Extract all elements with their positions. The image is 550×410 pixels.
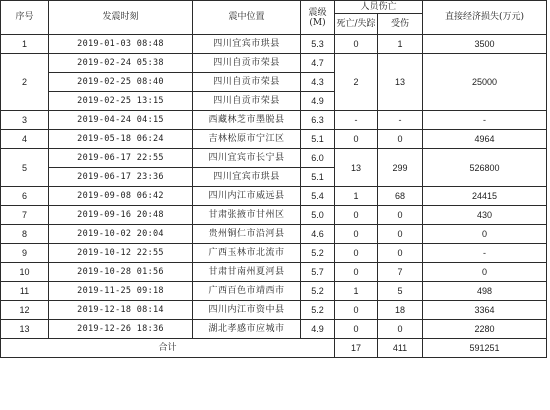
injured-cell: 0 [378, 320, 423, 339]
time-cell: 2019-06-17 22:55 [49, 149, 193, 168]
injured-cell: 0 [378, 206, 423, 225]
magnitude-cell: 5.3 [301, 35, 335, 54]
seq-cell: 7 [1, 206, 49, 225]
magnitude-cell: 5.1 [301, 168, 335, 187]
table-row [1, 206, 547, 225]
header-dead [335, 14, 378, 35]
location-cell: 甘肃甘南州夏河县 [193, 263, 301, 282]
injured-cell: 68 [378, 187, 423, 206]
injured-cell: 1 [378, 35, 423, 54]
injured-cell: 13 [378, 54, 423, 111]
magnitude-cell: 5.2 [301, 301, 335, 320]
loss-cell: 2280 [423, 320, 547, 339]
header-loss [423, 1, 547, 35]
header-magnitude [301, 1, 335, 35]
seq-cell: 9 [1, 244, 49, 263]
dead-cell: 1 [335, 187, 378, 206]
header-dead-text: 死亡/失踪 [336, 18, 376, 29]
loss-cell: 3364 [423, 301, 547, 320]
magnitude-cell: 4.9 [301, 320, 335, 339]
location-cell: 贵州铜仁市沿河县 [193, 225, 301, 244]
dead-cell: - [335, 111, 378, 130]
magnitude-cell: 5.1 [301, 130, 335, 149]
seq-cell: 11 [1, 282, 49, 301]
injured-cell: 299 [378, 149, 423, 187]
table-row [1, 320, 547, 339]
seq-cell: 13 [1, 320, 49, 339]
injured-cell: 7 [378, 263, 423, 282]
location-cell: 吉林松原市宁江区 [193, 130, 301, 149]
time-cell: 2019-12-18 08:14 [49, 301, 193, 320]
magnitude-cell: 4.9 [301, 92, 335, 111]
seq-cell: 2 [1, 54, 49, 111]
time-cell: 2019-09-08 06:42 [49, 187, 193, 206]
seq-cell: 3 [1, 111, 49, 130]
table-row [1, 263, 547, 282]
magnitude-cell: 6.3 [301, 111, 335, 130]
loss-cell: 3500 [423, 35, 547, 54]
time-cell: 2019-04-24 04:15 [49, 111, 193, 130]
loss-cell: 526800 [423, 149, 547, 187]
header-time: 发震时刻 [49, 1, 193, 35]
location-cell: 西藏林芝市墨脱县 [193, 111, 301, 130]
injured-cell: 0 [378, 225, 423, 244]
injured-cell: - [378, 111, 423, 130]
location-cell: 四川内江市威远县 [193, 187, 301, 206]
loss-cell: 430 [423, 206, 547, 225]
location-cell: 四川内江市资中县 [193, 301, 301, 320]
total-dead: 17 [335, 339, 378, 358]
time-cell: 2019-02-24 05:38 [49, 54, 193, 73]
magnitude-cell: 5.7 [301, 263, 335, 282]
injured-cell: 5 [378, 282, 423, 301]
total-injured: 411 [378, 339, 423, 358]
time-cell: 2019-05-18 06:24 [49, 130, 193, 149]
seq-cell: 1 [1, 35, 49, 54]
time-cell: 2019-11-25 09:18 [49, 282, 193, 301]
dead-cell: 0 [335, 263, 378, 282]
seq-cell: 8 [1, 225, 49, 244]
dead-cell: 0 [335, 244, 378, 263]
location-cell: 甘肃张掖市甘州区 [193, 206, 301, 225]
header-injured: 受伤 [378, 14, 423, 35]
time-cell: 2019-12-26 18:36 [49, 320, 193, 339]
dead-cell: 0 [335, 320, 378, 339]
table-row [1, 130, 547, 149]
total-row [1, 339, 547, 358]
header-seq: 序号 [1, 1, 49, 35]
dead-cell: 0 [335, 206, 378, 225]
header-row [1, 1, 547, 14]
time-cell: 2019-10-02 20:04 [49, 225, 193, 244]
total-label: 合计 [1, 339, 335, 358]
magnitude-cell: 6.0 [301, 149, 335, 168]
location-cell: 广西玉林市北流市 [193, 244, 301, 263]
injured-cell: 0 [378, 130, 423, 149]
magnitude-cell: 4.3 [301, 73, 335, 92]
loss-cell: 25000 [423, 54, 547, 111]
magnitude-cell: 5.2 [301, 244, 335, 263]
location-cell: 四川自贡市荣县 [193, 92, 301, 111]
magnitude-cell: 5.2 [301, 282, 335, 301]
table-row [1, 301, 547, 320]
time-cell: 2019-06-17 23:36 [49, 168, 193, 187]
magnitude-cell: 4.6 [301, 225, 335, 244]
seq-cell: 5 [1, 149, 49, 187]
loss-cell: - [423, 111, 547, 130]
dead-cell: 13 [335, 149, 378, 187]
table-row [1, 187, 547, 206]
magnitude-cell: 5.0 [301, 206, 335, 225]
header-casualties: 人员伤亡 [335, 1, 423, 14]
location-cell: 四川宜宾市珙县 [193, 35, 301, 54]
injured-cell: 18 [378, 301, 423, 320]
location-cell: 四川自贡市荣县 [193, 73, 301, 92]
location-cell: 四川自贡市荣县 [193, 54, 301, 73]
loss-cell: 0 [423, 263, 547, 282]
table-row [1, 225, 547, 244]
table-row [1, 149, 547, 168]
header-magnitude-text: 震级(M) [308, 7, 327, 28]
dead-cell: 1 [335, 282, 378, 301]
table-body [1, 35, 547, 358]
loss-cell: 498 [423, 282, 547, 301]
loss-cell: 0 [423, 225, 547, 244]
seq-cell: 12 [1, 301, 49, 320]
location-cell: 广西百色市靖西市 [193, 282, 301, 301]
location-cell: 四川宜宾市珙县 [193, 168, 301, 187]
seq-cell: 10 [1, 263, 49, 282]
time-cell: 2019-02-25 13:15 [49, 92, 193, 111]
table-row [1, 111, 547, 130]
dead-cell: 0 [335, 225, 378, 244]
dead-cell: 2 [335, 54, 378, 111]
time-cell: 2019-10-28 01:56 [49, 263, 193, 282]
header-loss-text: 直接经济损失(万元) [445, 12, 525, 22]
loss-cell: 4964 [423, 130, 547, 149]
injured-cell: 0 [378, 244, 423, 263]
time-cell: 2019-02-25 08:40 [49, 73, 193, 92]
table-row [1, 282, 547, 301]
magnitude-cell: 5.4 [301, 187, 335, 206]
time-cell: 2019-01-03 08:48 [49, 35, 193, 54]
dead-cell: 0 [335, 35, 378, 54]
time-cell: 2019-10-12 22:55 [49, 244, 193, 263]
header-location: 震中位置 [193, 1, 301, 35]
table-row [1, 54, 547, 73]
loss-cell: 24415 [423, 187, 547, 206]
total-loss: 591251 [423, 339, 547, 358]
location-cell: 湖北孝感市应城市 [193, 320, 301, 339]
location-cell: 四川宜宾市长宁县 [193, 149, 301, 168]
seq-cell: 4 [1, 130, 49, 149]
seq-cell: 6 [1, 187, 49, 206]
table-row [1, 244, 547, 263]
magnitude-cell: 4.7 [301, 54, 335, 73]
table-row [1, 35, 547, 54]
dead-cell: 0 [335, 130, 378, 149]
time-cell: 2019-09-16 20:48 [49, 206, 193, 225]
loss-cell: - [423, 244, 547, 263]
dead-cell: 0 [335, 301, 378, 320]
